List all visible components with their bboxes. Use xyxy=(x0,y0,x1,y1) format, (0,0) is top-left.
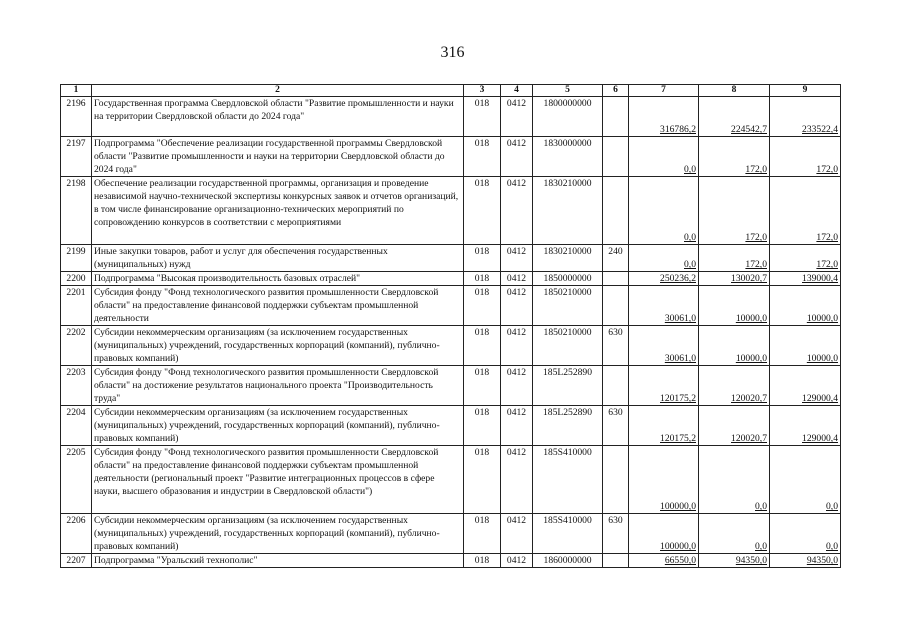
row-ministry-code: 018 xyxy=(464,446,501,514)
row-amount-col7-cell xyxy=(629,177,699,245)
row-amount-col7: 100000,0 xyxy=(660,541,696,552)
row-name: Субсидия фонду "Фонд технологического развития промышленности Свердловской области" на предоставление финансовой поддержки субъектам промышленной деятельности xyxy=(92,286,464,326)
table-row xyxy=(61,446,841,514)
table-row xyxy=(61,286,841,326)
row-amount-col9-cell xyxy=(770,286,841,326)
row-amount-col8: 94350,0 xyxy=(735,555,767,566)
row-ministry-code: 018 xyxy=(464,137,501,177)
row-name: Государственная программа Свердловской области "Развитие промышленности и науки на территории Свердловской области до 2024 года" xyxy=(92,97,464,137)
row-number: 2203 xyxy=(61,366,92,406)
header-col-9: 9 xyxy=(770,85,841,97)
header-col-1: 1 xyxy=(61,85,92,97)
row-section-code: 0412 xyxy=(501,137,533,177)
table-row xyxy=(61,272,841,286)
row-ministry-code: 018 xyxy=(464,366,501,406)
table-row xyxy=(61,554,841,568)
row-number: 2207 xyxy=(61,554,92,568)
row-amount-col7: 0,0 xyxy=(684,164,696,175)
row-amount-col9-cell xyxy=(770,245,841,272)
row-amount-col7-cell xyxy=(629,446,699,514)
row-amount-col7: 120175,2 xyxy=(660,393,696,404)
row-amount-col9: 129000,4 xyxy=(802,433,838,444)
row-amount-col8-cell xyxy=(699,137,770,177)
row-amount-col7: 120175,2 xyxy=(660,433,696,444)
row-ministry-code: 018 xyxy=(464,514,501,554)
row-ministry-code: 018 xyxy=(464,326,501,366)
table-row xyxy=(61,137,841,177)
row-amount-col9: 10000,0 xyxy=(806,313,838,324)
table-row xyxy=(61,245,841,272)
row-target-code: 1830000000 xyxy=(533,137,603,177)
row-name: Субсидии некоммерческим организациям (за исключением государственных (муниципальных) учреждений, государственных корпораций (компаний), публично-правовых компаний) xyxy=(92,514,464,554)
row-name: Подпрограмма "Уральский технополис" xyxy=(92,554,464,568)
row-amount-col8-cell xyxy=(699,245,770,272)
row-name: Субсидии некоммерческим организациям (за исключением государственных (муниципальных) учреждений, государственных корпораций (компаний), публично-правовых компаний) xyxy=(92,326,464,366)
header-col-3: 3 xyxy=(464,85,501,97)
row-amount-col8: 0,0 xyxy=(755,501,767,512)
row-amount-col7: 250236,2 xyxy=(660,273,696,284)
row-amount-col7-cell xyxy=(629,366,699,406)
row-expense-type xyxy=(603,446,629,514)
row-ministry-code: 018 xyxy=(464,177,501,245)
row-section-code: 0412 xyxy=(501,406,533,446)
row-ministry-code: 018 xyxy=(464,97,501,137)
row-target-code: 1830210000 xyxy=(533,245,603,272)
row-target-code: 185S410000 xyxy=(533,446,603,514)
row-ministry-code: 018 xyxy=(464,245,501,272)
table-row xyxy=(61,406,841,446)
row-number: 2204 xyxy=(61,406,92,446)
table-row xyxy=(61,514,841,554)
row-amount-col9-cell xyxy=(770,137,841,177)
row-amount-col7: 0,0 xyxy=(684,232,696,243)
row-expense-type xyxy=(603,177,629,245)
header-col-5: 5 xyxy=(533,85,603,97)
row-amount-col8-cell xyxy=(699,406,770,446)
row-amount-col8-cell xyxy=(699,366,770,406)
row-amount-col7-cell xyxy=(629,286,699,326)
row-ministry-code: 018 xyxy=(464,272,501,286)
header-col-6: 6 xyxy=(603,85,629,97)
header-col-2: 2 xyxy=(92,85,464,97)
row-section-code: 0412 xyxy=(501,177,533,245)
page-number: 316 xyxy=(440,44,465,61)
row-amount-col7: 30061,0 xyxy=(664,313,696,324)
row-amount-col8-cell xyxy=(699,326,770,366)
row-amount-col9: 233522,4 xyxy=(802,124,838,135)
row-amount-col7-cell xyxy=(629,514,699,554)
row-amount-col7: 0,0 xyxy=(684,259,696,270)
table-row xyxy=(61,177,841,245)
row-target-code: 1850000000 xyxy=(533,272,603,286)
row-amount-col8: 130020,7 xyxy=(731,273,767,284)
row-name: Субсидия фонду "Фонд технологического развития промышленности Свердловской области" на предоставление финансовой поддержки субъектам промышленной деятельности (региональный проект "Развитие интеграционных процессов в сфере науки, высшего образования и индустрии в Свердловской области") xyxy=(92,446,464,514)
row-amount-col9-cell xyxy=(770,514,841,554)
row-amount-col8: 120020,7 xyxy=(731,393,767,404)
row-expense-type xyxy=(603,97,629,137)
budget-table xyxy=(60,84,841,568)
row-amount-col7: 100000,0 xyxy=(660,501,696,512)
row-amount-col9-cell xyxy=(770,554,841,568)
row-amount-col9-cell xyxy=(770,272,841,286)
row-amount-col9: 94350,0 xyxy=(806,555,838,566)
row-amount-col8: 172,0 xyxy=(745,232,767,243)
row-section-code: 0412 xyxy=(501,286,533,326)
row-number: 2205 xyxy=(61,446,92,514)
header-col-7: 7 xyxy=(629,85,699,97)
row-amount-col9: 139000,4 xyxy=(802,273,838,284)
row-section-code: 0412 xyxy=(501,554,533,568)
row-amount-col8-cell xyxy=(699,177,770,245)
row-amount-col7-cell xyxy=(629,97,699,137)
row-number: 2197 xyxy=(61,137,92,177)
row-section-code: 0412 xyxy=(501,272,533,286)
row-amount-col9: 172,0 xyxy=(816,232,838,243)
row-amount-col9: 0,0 xyxy=(826,541,838,552)
row-expense-type: 630 xyxy=(603,406,629,446)
row-amount-col7-cell xyxy=(629,406,699,446)
row-amount-col9: 172,0 xyxy=(816,164,838,175)
table-header-row xyxy=(61,85,841,97)
table-row xyxy=(61,366,841,406)
row-name: Субсидии некоммерческим организациям (за исключением государственных (муниципальных) учреждений, государственных корпораций (компаний), публично-правовых компаний) xyxy=(92,406,464,446)
row-target-code: 1850210000 xyxy=(533,286,603,326)
row-amount-col8: 172,0 xyxy=(745,164,767,175)
row-amount-col8: 10000,0 xyxy=(735,313,767,324)
row-section-code: 0412 xyxy=(501,366,533,406)
table-row xyxy=(61,97,841,137)
row-amount-col9-cell xyxy=(770,97,841,137)
row-amount-col8: 224542,7 xyxy=(731,124,767,135)
row-name: Подпрограмма "Обеспечение реализации государственной программы Свердловской области "Развитие промышленности и науки на территории Свердловской области до 2024 года" xyxy=(92,137,464,177)
row-ministry-code: 018 xyxy=(464,406,501,446)
row-target-code: 1830210000 xyxy=(533,177,603,245)
row-amount-col8: 0,0 xyxy=(755,541,767,552)
row-amount-col8-cell xyxy=(699,286,770,326)
row-expense-type: 240 xyxy=(603,245,629,272)
row-amount-col8-cell xyxy=(699,97,770,137)
row-number: 2200 xyxy=(61,272,92,286)
table-body xyxy=(61,97,841,568)
row-section-code: 0412 xyxy=(501,446,533,514)
header-col-4: 4 xyxy=(501,85,533,97)
row-expense-type xyxy=(603,286,629,326)
row-name: Подпрограмма "Высокая производительность базовых отраслей" xyxy=(92,272,464,286)
row-name: Обеспечение реализации государственной программы, организация и проведение независимой научно-технической экспертизы конкурсных заявок и отчетов организаций, в том числе финансирование организационно-технических мероприятий по сопровождению конкурсов в соответствии с мероприятиями xyxy=(92,177,464,245)
table-row xyxy=(61,326,841,366)
row-amount-col8: 120020,7 xyxy=(731,433,767,444)
row-amount-col9-cell xyxy=(770,446,841,514)
row-section-code: 0412 xyxy=(501,514,533,554)
row-name: Субсидия фонду "Фонд технологического развития промышленности Свердловской области" на достижение результатов национального проекта "Производительность труда" xyxy=(92,366,464,406)
row-target-code: 1800000000 xyxy=(533,97,603,137)
row-ministry-code: 018 xyxy=(464,286,501,326)
row-target-code: 185L252890 xyxy=(533,406,603,446)
row-amount-col7-cell xyxy=(629,272,699,286)
row-name: Иные закупки товаров, работ и услуг для обеспечения государственных (муниципальных) нужд xyxy=(92,245,464,272)
row-expense-type xyxy=(603,272,629,286)
row-amount-col8-cell xyxy=(699,514,770,554)
row-target-code: 185L252890 xyxy=(533,366,603,406)
row-amount-col9-cell xyxy=(770,406,841,446)
row-amount-col9: 129000,4 xyxy=(802,393,838,404)
row-expense-type: 630 xyxy=(603,326,629,366)
row-number: 2202 xyxy=(61,326,92,366)
row-number: 2196 xyxy=(61,97,92,137)
row-amount-col7: 316786,2 xyxy=(660,124,696,135)
row-number: 2198 xyxy=(61,177,92,245)
row-expense-type: 630 xyxy=(603,514,629,554)
row-amount-col8-cell xyxy=(699,446,770,514)
row-amount-col9: 0,0 xyxy=(826,501,838,512)
row-amount-col9-cell xyxy=(770,326,841,366)
row-amount-col7-cell xyxy=(629,554,699,568)
row-amount-col9: 172,0 xyxy=(816,259,838,270)
row-amount-col7-cell xyxy=(629,245,699,272)
row-section-code: 0412 xyxy=(501,97,533,137)
row-amount-col9-cell xyxy=(770,177,841,245)
row-number: 2201 xyxy=(61,286,92,326)
row-number: 2206 xyxy=(61,514,92,554)
row-amount-col8-cell xyxy=(699,272,770,286)
row-amount-col9-cell xyxy=(770,366,841,406)
row-number: 2199 xyxy=(61,245,92,272)
row-section-code: 0412 xyxy=(501,326,533,366)
row-target-code: 1860000000 xyxy=(533,554,603,568)
header-col-8: 8 xyxy=(699,85,770,97)
row-amount-col8: 172,0 xyxy=(745,259,767,270)
row-amount-col9: 10000,0 xyxy=(806,353,838,364)
row-amount-col8-cell xyxy=(699,554,770,568)
row-amount-col8: 10000,0 xyxy=(735,353,767,364)
row-amount-col7: 66550,0 xyxy=(664,555,696,566)
row-target-code: 185S410000 xyxy=(533,514,603,554)
row-amount-col7-cell xyxy=(629,326,699,366)
row-ministry-code: 018 xyxy=(464,554,501,568)
row-expense-type xyxy=(603,554,629,568)
row-section-code: 0412 xyxy=(501,245,533,272)
row-amount-col7: 30061,0 xyxy=(664,353,696,364)
row-target-code: 1850210000 xyxy=(533,326,603,366)
row-expense-type xyxy=(603,137,629,177)
row-amount-col7-cell xyxy=(629,137,699,177)
row-expense-type xyxy=(603,366,629,406)
